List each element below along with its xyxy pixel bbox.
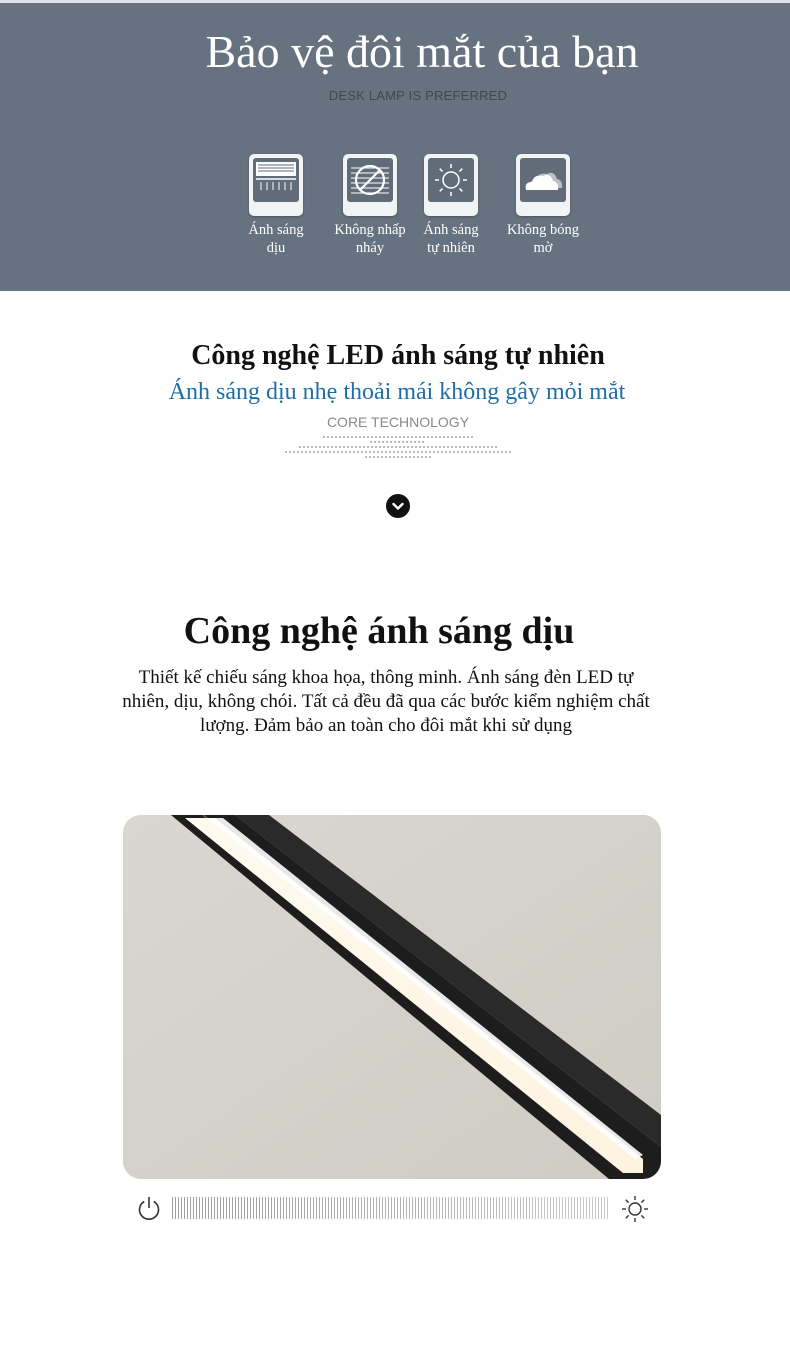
sun-icon: [424, 154, 478, 216]
power-icon[interactable]: [136, 1194, 162, 1222]
lamp-product-image: [123, 815, 661, 1179]
no-flicker-icon: [343, 154, 397, 216]
hero-subtitle: DESK LAMP IS PREFERRED: [328, 88, 508, 103]
feature-label-line1: Không bóng: [506, 222, 580, 238]
soft-light-icon: [249, 154, 303, 216]
chevron-down-icon: [386, 494, 410, 518]
hero-title: Bảo vệ đôi mắt của bạn: [205, 26, 639, 77]
fine-print-block: [0, 436, 790, 461]
cloud-shadow-icon: [516, 154, 570, 216]
feature-label-line1: Ánh sáng: [423, 222, 479, 238]
feature-natural-light: [416, 154, 486, 257]
brightness-slider[interactable]: [136, 1194, 656, 1224]
core-technology-tag: CORE TECHNOLOGY: [326, 414, 470, 430]
tech-title: [0, 340, 790, 372]
soft-light-description: Thiết kế chiếu sáng khoa họa, thông minh. Ánh sáng đèn LED tự nhiên, dịu, không chói. Tất cả đều đã qua các bước kiểm nghiệm chất lượng. Đảm bảo an toàn cho đôi mắt khi sử dụng: [122, 667, 650, 736]
tech-title-text: Công nghệ LED ánh sáng tự nhiên: [191, 340, 605, 371]
feature-label-line1: Ánh sáng: [248, 222, 304, 238]
hero-banner: [0, 0, 790, 291]
feature-label-line2: nháy: [355, 240, 385, 256]
brightness-track[interactable]: [172, 1197, 608, 1219]
feature-soft-light: [244, 154, 308, 257]
feature-label-line1: Không nhấp: [334, 222, 406, 238]
scroll-down-button[interactable]: [386, 494, 410, 518]
feature-no-shadow: [498, 154, 588, 257]
soft-light-title: Công nghệ ánh sáng dịu: [183, 610, 575, 652]
sun-icon[interactable]: [619, 1194, 651, 1224]
feature-label-line2: dịu: [266, 240, 286, 256]
tech-subtitle: Ánh sáng dịu nhẹ thoải mái không gây mỏi mắt: [168, 379, 626, 405]
feature-no-flicker: [328, 154, 412, 257]
feature-label-line2: tự nhiên: [427, 240, 475, 256]
feature-label-line2: mờ: [533, 240, 553, 256]
